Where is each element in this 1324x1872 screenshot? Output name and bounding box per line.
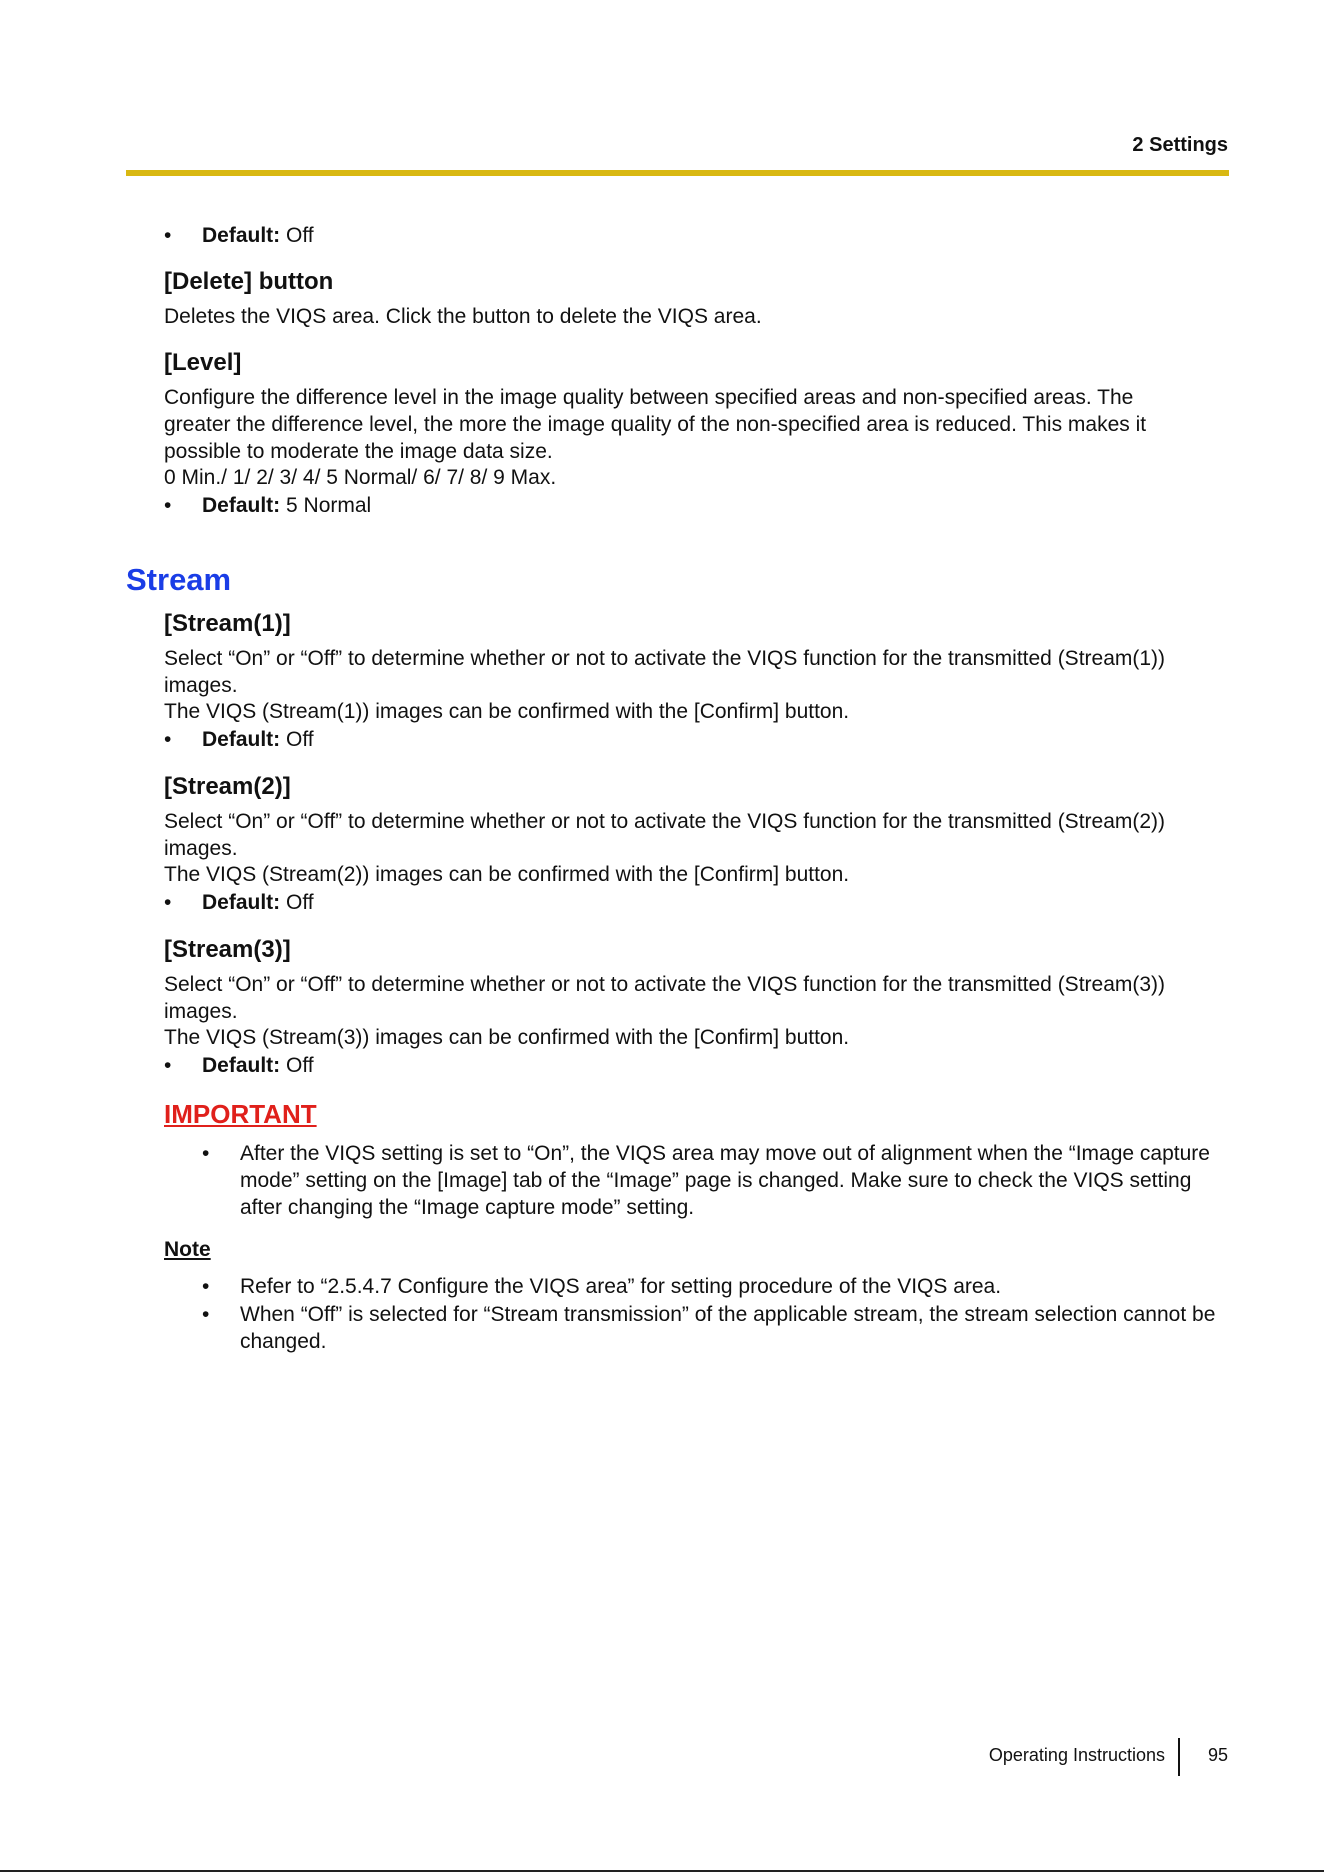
level-line-1: Configure the difference level in the image quality between specified areas and non-specified areas. The (164, 386, 1134, 409)
bullet-icon: • (202, 1142, 210, 1165)
stream3-default-item (164, 1052, 314, 1079)
important-item-text: After the VIQS setting is set to “On”, the VIQS area may move out of alignment when the “Image capture mode” setting on the [Image] tab of the “Image” page is changed. Make sure to check the VIQS setting after changing the “Image capture mode” setting. (240, 1142, 1210, 1219)
important-heading: IMPORTANT (164, 1099, 317, 1129)
page-number: 95 (1207, 1745, 1228, 1765)
stream2-line-2: images. (164, 837, 238, 860)
level-heading: [Level] (164, 349, 242, 376)
bullet-icon: • (164, 494, 172, 517)
top-default-item (164, 222, 314, 249)
note-item-text: When “Off” is selected for “Stream transmission” of the applicable stream, the stream selection cannot be changed. (240, 1303, 1216, 1353)
stream1-default-item (164, 726, 314, 753)
bullet-icon: • (164, 1054, 172, 1077)
bullet-icon: • (164, 224, 172, 247)
delete-button-heading: [Delete] button (164, 268, 334, 295)
default-value: Off (286, 728, 314, 751)
stream1-line-2: images. (164, 674, 238, 697)
note-heading: Note (164, 1238, 211, 1261)
default-value: Off (286, 891, 314, 914)
note-item (202, 1273, 1230, 1300)
stream3-heading: [Stream(3)] (164, 936, 291, 963)
default-value: Off (286, 224, 314, 247)
default-label: Default: (202, 728, 281, 751)
default-label: Default: (202, 494, 281, 517)
stream2-default-item (164, 889, 314, 916)
footer-doc-title: Operating Instructions (988, 1745, 1165, 1765)
stream1-line-1: Select “On” or “Off” to determine whether or not to activate the VIQS function for the transmitted (Stream(1)) (164, 647, 1166, 670)
important-item (202, 1140, 1230, 1221)
level-line-3: possible to moderate the image data size. (164, 440, 553, 463)
stream2-line-3: The VIQS (Stream(2)) images can be confirmed with the [Confirm] button. (164, 863, 850, 886)
footer-divider (1178, 1738, 1180, 1776)
default-label: Default: (202, 891, 281, 914)
stream3-line-3: The VIQS (Stream(3)) images can be confirmed with the [Confirm] button. (164, 1026, 850, 1049)
bullet-icon: • (164, 891, 172, 914)
note-item (202, 1301, 1230, 1355)
stream3-line-2: images. (164, 1000, 238, 1023)
bullet-icon: • (202, 1275, 210, 1298)
level-default-item (164, 492, 371, 519)
stream2-line-1: Select “On” or “Off” to determine whether or not to activate the VIQS function for the transmitted (Stream(2)) (164, 810, 1166, 833)
bullet-icon: • (202, 1303, 210, 1326)
header-rule (126, 170, 1229, 176)
stream1-heading: [Stream(1)] (164, 610, 291, 637)
note-item-text: Refer to “2.5.4.7 Configure the VIQS area” for setting procedure of the VIQS area. (240, 1275, 1002, 1298)
stream2-heading: [Stream(2)] (164, 773, 291, 800)
level-options: 0 Min./ 1/ 2/ 3/ 4/ 5 Normal/ 6/ 7/ 8/ 9 Max. (164, 466, 557, 489)
default-value: 5 Normal (286, 494, 372, 517)
level-line-2: greater the difference level, the more the image quality of the non-specified area is reduced. This makes it (164, 413, 1147, 436)
stream3-line-1: Select “On” or “Off” to determine whether or not to activate the VIQS function for the transmitted (Stream(3)) (164, 973, 1166, 996)
bullet-icon: • (164, 728, 172, 751)
stream1-line-3: The VIQS (Stream(1)) images can be confirmed with the [Confirm] button. (164, 700, 850, 723)
delete-button-text: Deletes the VIQS area. Click the button to delete the VIQS area. (164, 305, 762, 328)
section-title-stream: Stream (126, 562, 232, 597)
default-value: Off (286, 1054, 314, 1077)
running-header: 2 Settings (1132, 134, 1228, 156)
default-label: Default: (202, 1054, 281, 1077)
default-label: Default: (202, 224, 281, 247)
